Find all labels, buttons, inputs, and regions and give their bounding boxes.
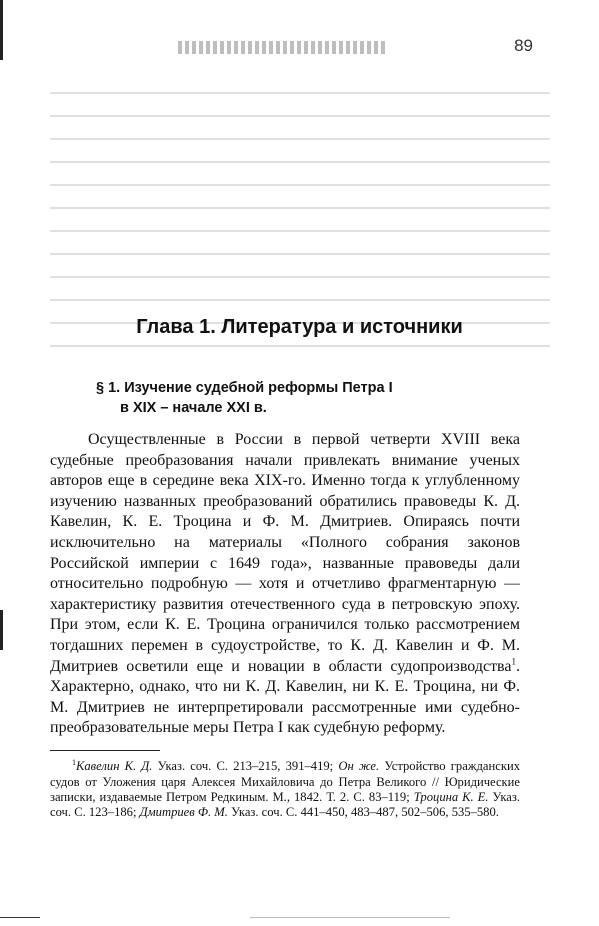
chapter-title: Глава 1. Литература и источники: [136, 316, 463, 338]
page-edge-shadow: [0, 610, 3, 650]
page-bottom-mark: [250, 917, 450, 918]
section-title-line-2: в XIX – начале XXI в.: [120, 400, 267, 416]
section-title-line-1: § 1. Изучение судебной реформы Петра I: [96, 380, 393, 396]
section-title: [96, 378, 426, 418]
footnote-text-4: Указ. соч. С. 441–450, 483–487, 502–506, 535–580.: [227, 805, 499, 820]
footnote-author-trotsina: Троцина К. Е.: [413, 790, 489, 804]
body-text-part-2: . Характерно, однако, что ни К. Д. Кавелин, ни К. Е. Троцина, ни Ф. М. Дмитриев не интерпретировали рассмотренные ими судебно-преобразовательные меры Петра I как судебную реформу.: [50, 657, 520, 737]
footnote-text-3: Указ. соч. С. 123–186;: [50, 790, 520, 820]
footnote-ibid: Он же.: [338, 759, 380, 774]
footnote-author-dmitriev: Дмитриев Ф. М.: [139, 805, 228, 820]
page-number: 89: [514, 36, 533, 55]
faded-running-head: [178, 41, 388, 54]
footnote-separator: [50, 750, 160, 751]
footnote: [50, 755, 520, 821]
footnote-text-2: Устройство гражданских судов от Уложения царя Алексея Михайловича до Петра Великого // Юридические записки, издаваемые Петром Редкиным. М., 1842. Т. 2. С. 83–119;: [50, 759, 520, 804]
footnote-reference: 1: [511, 656, 516, 667]
body-paragraph: [50, 430, 520, 739]
page-edge-shadow: [0, 0, 3, 60]
footnote-author-kavelin: Кавелин К. Д.: [76, 759, 153, 774]
body-text-part-1: Осуществленные в России в первой четверти XVIII века судебные преобразования начали привлекать внимание ученых авторов еще в середине века XIX-го. Именно тогда к углубленному изучению названных преобразований обратились правоведы К. Д. Кавелин, К. Е. Троцина и Ф. М. Дмитриев. Опираясь почти исключительно на материалы «Полного собрания законов Российской империи с 1649 года», названные правоведы дали относительно подробную — хотя и отчетливо фрагментарную — характеристику развития отечественного суда в петровскую эпоху. При этом, если К. Е. Троцина ограничился только рассмотрением тогдашних перемен в судоустройстве, то К. Д. Кавелин и Ф. М. Дмитриев осветили еще и новации в области судопроизводства: [50, 431, 520, 675]
page-bottom-mark: [0, 917, 40, 918]
footnote-mark: 1: [72, 758, 76, 767]
footnote-text-1: Указ. соч. С. 213–215, 391–419;: [152, 759, 339, 774]
